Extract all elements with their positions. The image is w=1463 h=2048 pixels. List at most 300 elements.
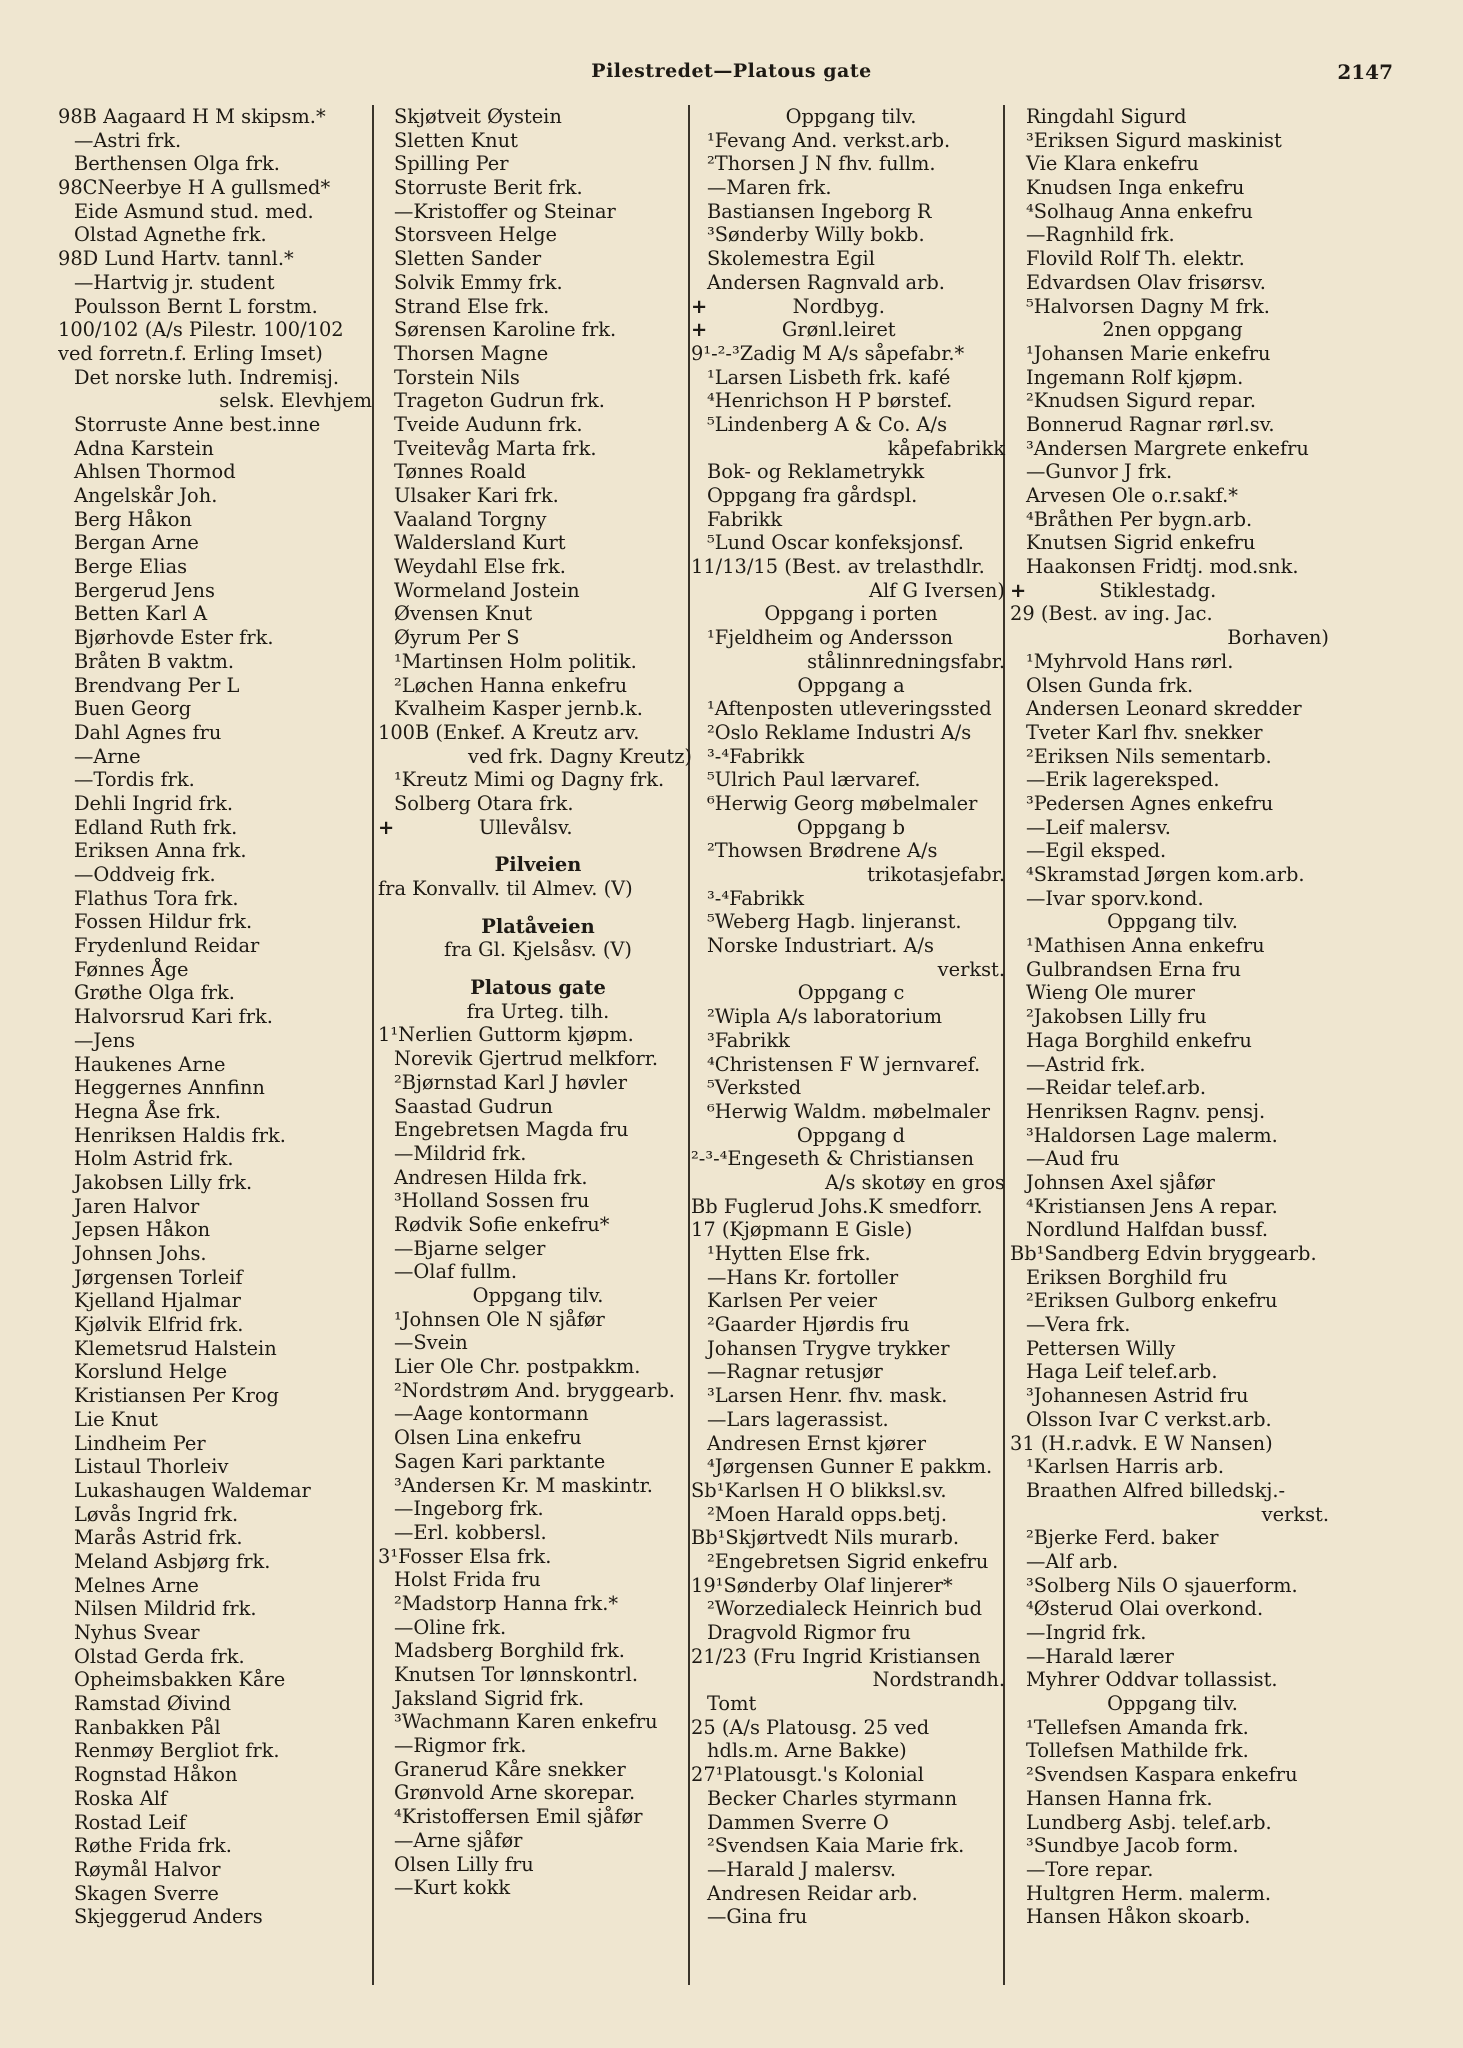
directory-entry: Wormeland Jostein <box>394 578 580 602</box>
directory-entry: Tveitevåg Marta frk. <box>394 436 597 460</box>
directory-entry: Haga Borghild enkefru <box>1026 1028 1252 1052</box>
directory-entry: Lukashaugen Waldemar <box>74 1478 311 1502</box>
directory-entry: Dehli Ingrid frk. <box>74 791 234 815</box>
directory-entry: Alf G Iversen) <box>868 578 1005 602</box>
directory-entry: ³Eriksen Sigurd maskinist <box>1026 128 1282 152</box>
directory-entry: Tveide Audunn frk. <box>394 412 583 436</box>
directory-entry: Fabrikk <box>707 507 783 531</box>
directory-entry: Johnsen Axel sjåfør <box>1026 1170 1215 1194</box>
page-title: Pilestredet—Platous gate <box>591 60 872 82</box>
directory-entry: Listaul Thorleiv <box>74 1455 229 1479</box>
directory-entry: ⁴Skramstad Jørgen kom.arb. <box>1026 863 1305 886</box>
directory-entry: Oppgang tilv. <box>1107 1692 1238 1716</box>
street-heading: Pilveien <box>494 853 582 877</box>
directory-entry: Halvorsrud Kari frk. <box>74 1005 273 1029</box>
directory-entry: Sb¹Karlsen H O blikksl.sv. <box>691 1478 947 1502</box>
directory-entry: 100B (Enkef. A Kreutz arv. <box>378 720 640 744</box>
directory-entry: Lindheim Per <box>74 1431 206 1455</box>
directory-entry: Opheimsbakken Kåre <box>74 1668 286 1692</box>
directory-column-2 <box>378 105 698 1900</box>
section-gap <box>378 839 698 853</box>
cross-icon: + <box>691 318 708 342</box>
page-number: 2147 <box>1337 60 1393 84</box>
directory-entry: Oppgang tilv. <box>472 1284 604 1307</box>
directory-entry: Heggernes Annfinn <box>74 1076 265 1100</box>
street-heading: Platous gate <box>470 976 606 1000</box>
directory-entry: selsk. Elevhjem <box>219 389 372 413</box>
directory-entry: ²Engebretsen Sigrid enkefru <box>707 1549 989 1573</box>
directory-entry: Saastad Gudrun <box>394 1094 553 1118</box>
directory-entry: Jaksland Sigrid frk. <box>394 1686 585 1710</box>
directory-entry: Eriksen Anna frk. <box>74 839 247 863</box>
directory-entry: Arvesen Ole o.r.sakf.* <box>1026 484 1238 507</box>
directory-entry: —Aage kontormann <box>394 1402 589 1426</box>
directory-entry: Buen Georg <box>74 697 192 721</box>
directory-entry: Braathen Alfred billedskj.- <box>1026 1478 1286 1502</box>
directory-entry: 2nen oppgang <box>1102 318 1243 342</box>
directory-entry: Dahl Agnes fru <box>74 720 222 744</box>
directory-entry: ³Andersen Margrete enkefru <box>1026 436 1309 460</box>
directory-entry: Oppgang c <box>797 981 905 1005</box>
directory-entry: —Ragnar retusjør <box>707 1360 883 1384</box>
directory-entry: —Erik lagereksped. <box>1026 768 1220 792</box>
directory-entry: ³-⁴Fabrikk <box>707 886 805 910</box>
directory-entry: Haakonsen Fridtj. mod.snk. <box>1026 555 1299 579</box>
directory-entry: Angelskår Joh. <box>74 484 218 507</box>
directory-entry: Bastiansen Ingeborg R <box>707 199 932 223</box>
directory-entry: ²-³-⁴Engeseth & Christiansen <box>691 1147 974 1171</box>
directory-entry: ²Bjerke Ferd. baker <box>1026 1526 1219 1550</box>
directory-entry: —Egil eksped. <box>1026 839 1167 863</box>
directory-entry: Haukenes Arne <box>74 1052 226 1076</box>
directory-entry: Det norske luth. Indremisj. <box>74 365 340 389</box>
directory-entry: Øvensen Knut <box>394 602 533 626</box>
cross-street-marker <box>691 295 1011 319</box>
directory-entry: Jepsen Håkon <box>74 1218 211 1242</box>
directory-entry: Jaren Halvor <box>74 1194 200 1218</box>
directory-entry: Olsen Lina enkefru <box>394 1426 582 1450</box>
directory-entry: ¹Johnsen Ole N sjåfør <box>394 1307 605 1331</box>
directory-entry: Marås Astrid frk. <box>74 1526 243 1550</box>
directory-entry: ⁴Kristoffersen Emil sjåfør <box>394 1805 643 1829</box>
directory-entry: Solvik Emmy frk. <box>394 270 563 294</box>
directory-entry: —Astrid frk. <box>1026 1052 1146 1076</box>
directory-entry: Fønnes Åge <box>74 957 189 981</box>
directory-entry: Bråten B vaktm. <box>74 649 235 673</box>
directory-entry: Brendvang Per L <box>74 673 240 697</box>
cross-street-marker <box>691 318 1011 342</box>
directory-entry: Johansen Trygve trykker <box>707 1336 950 1360</box>
directory-entry: ¹Fevang And. verkst.arb. <box>707 128 951 152</box>
directory-entry: Dammen Sverre O <box>707 1810 889 1834</box>
directory-entry: Strand Else frk. <box>394 294 550 318</box>
directory-entry: ¹Myhrvold Hans rørl. <box>1026 649 1234 673</box>
directory-entry: Lie Knut <box>74 1407 158 1431</box>
directory-entry: Betten Karl A <box>74 602 208 626</box>
directory-entry: Flathus Tora frk. <box>74 886 239 910</box>
directory-entry: —Oddveig frk. <box>74 863 216 886</box>
section-gap <box>378 901 698 915</box>
cross-street-marker <box>1010 579 1335 603</box>
directory-entry: —Harald lærer <box>1026 1644 1174 1668</box>
street-heading: Platåveien <box>481 914 595 938</box>
directory-entry: —Leif malersv. <box>1026 815 1171 839</box>
directory-entry: 17 (Kjøpmann E Gisle) <box>691 1218 913 1242</box>
directory-entry: Meland Asbjørg frk. <box>74 1549 271 1573</box>
directory-entry: Røthe Frida frk. <box>74 1834 232 1858</box>
directory-entry: ⁴Henrichson H P børstef. <box>707 389 953 413</box>
directory-entry: Skagen Sverre <box>74 1881 219 1905</box>
directory-entry: ⁵Lindenberg A & Co. A/s <box>707 412 948 436</box>
directory-entry: Løvås Ingrid frk. <box>74 1502 239 1526</box>
directory-entry: —Lars lagerassist. <box>707 1407 889 1431</box>
directory-entry: —Erl. kobbersl. <box>394 1520 547 1544</box>
directory-entry: Kristiansen Per Krog <box>74 1384 279 1408</box>
directory-entry: 31 (H.r.advk. E W Nansen) <box>1010 1431 1273 1455</box>
directory-entry: —Maren frk. <box>707 176 832 200</box>
directory-entry: Fossen Hildur frk. <box>74 910 253 934</box>
directory-entry: Andersen Leonard skredder <box>1026 697 1302 721</box>
directory-entry: Sørensen Karoline frk. <box>394 318 617 342</box>
directory-entry: Sagen Kari parktante <box>394 1449 606 1473</box>
cross-icon: + <box>378 815 395 839</box>
directory-column-1 <box>58 105 378 1929</box>
directory-entry: Andresen Hilda frk. <box>394 1165 588 1189</box>
directory-entry: 29 (Best. av ing. Jac. <box>1010 602 1213 626</box>
directory-entry: —Svein <box>394 1331 468 1355</box>
directory-entry: ¹Tellefsen Amanda frk. <box>1026 1715 1249 1739</box>
directory-entry: Kjølvik Elfrid frk. <box>74 1313 244 1337</box>
directory-entry: ³Sønderby Willy bokb. <box>707 223 925 247</box>
directory-entry: Hegna Åse frk. <box>74 1099 221 1123</box>
directory-entry: Torstein Nils <box>394 365 520 389</box>
directory-entry: ²Knudsen Sigurd repar. <box>1026 389 1256 413</box>
directory-entry: Gulbrandsen Erna fru <box>1026 957 1241 981</box>
directory-entry: 100/102 (A/s Pilestr. 100/102 <box>58 318 344 342</box>
directory-entry: Rødvik Sofie enkefru* <box>394 1212 610 1236</box>
directory-entry: ¹Mathisen Anna enkefru <box>1026 934 1265 958</box>
directory-entry: —Kristoffer og Steinar <box>394 199 616 223</box>
directory-entry: Tollefsen Mathilde frk. <box>1026 1739 1249 1763</box>
directory-entry: —Jens <box>74 1028 136 1052</box>
directory-entry: 19¹Sønderby Olaf linjerer* <box>691 1573 953 1597</box>
directory-entry: stålinnredningsfabr. <box>807 649 1005 673</box>
directory-entry: Adna Karstein <box>74 436 214 460</box>
directory-entry: —Oline frk. <box>394 1615 507 1639</box>
directory-entry: Knutsen Tor lønnskontrl. <box>394 1663 639 1686</box>
directory-entry: Bok- og Reklametrykk <box>707 460 925 484</box>
directory-entry: ved frk. Dagny Kreutz) <box>468 744 692 768</box>
directory-entry: Tomt <box>707 1692 757 1716</box>
directory-entry: ⁴Bråthen Per bygn.arb. <box>1026 507 1253 531</box>
directory-entry: —Astri frk. <box>74 128 182 152</box>
directory-entry: Ranbakken Pål <box>74 1715 221 1739</box>
cross-street-name: Grønl.leiret <box>781 318 896 342</box>
directory-entry: ³Sundbye Jacob form. <box>1026 1834 1239 1858</box>
directory-entry: ³Haldorsen Lage malerm. <box>1026 1123 1278 1147</box>
directory-entry: Bb¹Skjørtvedt Nils murarb. <box>691 1526 960 1550</box>
directory-entry: Lundberg Asbj. telef.arb. <box>1026 1810 1272 1834</box>
directory-entry: Grønvold Arne skorepar. <box>394 1781 636 1805</box>
directory-entry: —Hans Kr. fortoller <box>707 1265 899 1289</box>
directory-entry: Kjelland Hjalmar <box>74 1289 241 1313</box>
directory-entry: —Harald J malersv. <box>707 1857 897 1881</box>
directory-entry: Skolemestra Egil <box>707 247 875 271</box>
directory-entry: Storruste Anne best.inne <box>74 412 321 436</box>
directory-entry: ¹Larsen Lisbeth frk. kafé <box>707 365 951 389</box>
directory-entry: Ahlsen Thormod <box>74 460 236 484</box>
directory-entry: Hansen Håkon skoarb. <box>1026 1905 1251 1929</box>
directory-entry: —Tore repar. <box>1026 1857 1154 1881</box>
directory-entry: Norevik Gjertrud melkforr. <box>394 1047 659 1071</box>
directory-entry: ⁴Christensen F W jernvaref. <box>707 1052 981 1076</box>
directory-entry: —Olaf fullm. <box>394 1260 518 1284</box>
directory-entry: Weydahl Else frk. <box>394 555 566 579</box>
directory-entry: Poulsson Bernt L forstm. <box>74 294 318 318</box>
directory-entry: A/s skotøy en gros <box>824 1170 1005 1194</box>
directory-entry: ²Svendsen Kaspara enkefru <box>1026 1763 1298 1787</box>
directory-entry: ³Fabrikk <box>707 1028 790 1052</box>
directory-entry: —Aud fru <box>1026 1147 1120 1171</box>
directory-entry: —Arne sjåfør <box>394 1828 523 1852</box>
directory-entry: —Reidar telef.arb. <box>1026 1076 1207 1100</box>
directory-entry: Skjeggerud Anders <box>74 1905 263 1929</box>
directory-entry: —Ingrid frk. <box>1026 1621 1147 1644</box>
directory-entry: ²Moen Harald opps.betj. <box>707 1502 947 1526</box>
directory-entry: 25 (A/s Platousg. 25 ved <box>691 1715 930 1739</box>
directory-entry: ²Madstorp Hanna frk.* <box>394 1591 619 1615</box>
directory-entry: —Alf arb. <box>1026 1549 1119 1573</box>
directory-entry: ⁵Verksted <box>707 1076 802 1100</box>
directory-entry: Frydenlund Reidar <box>74 934 260 958</box>
directory-entry: Storsveen Helge <box>394 223 558 247</box>
directory-entry: Edland Ruth frk. <box>74 815 238 839</box>
directory-entry: Sletten Sander <box>394 247 542 271</box>
directory-entry: Skjøtveit Øystein <box>394 105 562 128</box>
directory-entry: ⁴Kristiansen Jens A repar. <box>1026 1194 1278 1218</box>
directory-entry: verkst. <box>937 957 1005 981</box>
directory-entry: Dragvold Rigmor fru <box>707 1621 911 1644</box>
directory-entry: ¹Fjeldheim og Andersson <box>707 626 954 650</box>
directory-entry: ²Thowsen Brødrene A/s <box>707 839 938 863</box>
directory-entry: fra Urteg. tilh. <box>466 999 610 1023</box>
directory-entry: Holst Frida fru <box>394 1568 541 1592</box>
directory-entry: Flovild Rolf Th. elektr. <box>1026 247 1245 271</box>
directory-entry: ⁴Østerud Olai overkond. <box>1026 1597 1264 1621</box>
directory-entry: Oppgang tilv. <box>785 105 917 128</box>
directory-entry: ¹Karlsen Harris arb. <box>1026 1455 1225 1479</box>
directory-entry: Olsson Ivar C verkst.arb. <box>1026 1407 1272 1431</box>
directory-entry: ⁵Halvorsen Dagny M frk. <box>1026 294 1270 318</box>
directory-entry: ²Jakobsen Lilly fru <box>1026 1005 1207 1029</box>
directory-entry: —Arne <box>74 744 141 768</box>
directory-entry: Øyrum Per S <box>394 626 520 650</box>
directory-entry: Vaaland Torgny <box>394 507 547 531</box>
directory-entry: Bergerud Jens <box>74 578 215 602</box>
directory-entry: ²Svendsen Kaia Marie frk. <box>707 1834 965 1858</box>
directory-entry: Norske Industriart. A/s <box>707 934 934 958</box>
directory-entry: Madsberg Borghild frk. <box>394 1639 625 1663</box>
directory-entry: Oppgang fra gårdspl. <box>707 484 918 507</box>
directory-entry: Solberg Otara frk. <box>394 791 574 815</box>
directory-entry: Bb¹Sandberg Edvin bryggearb. <box>1010 1242 1317 1265</box>
directory-entry: Nilsen Mildrid frk. <box>74 1597 257 1621</box>
directory-entry: Bjørhovde Ester frk. <box>74 626 274 650</box>
directory-entry: ²Nordstrøm And. bryggearb. <box>394 1378 675 1402</box>
cross-street-name: Nordbyg. <box>792 294 885 318</box>
directory-entry: ²Oslo Reklame Industri A/s <box>707 720 972 744</box>
directory-entry: Eriksen Borghild fru <box>1026 1265 1228 1289</box>
directory-entry: Granerud Kåre snekker <box>394 1757 626 1781</box>
directory-entry: Olsen Gunda frk. <box>1026 673 1194 697</box>
directory-entry: Bergan Arne <box>74 531 199 555</box>
directory-entry: Ulsaker Kari frk. <box>394 484 559 507</box>
directory-entry: Jørgensen Torleif <box>74 1265 243 1289</box>
directory-entry: Karlsen Per veier <box>707 1289 878 1313</box>
directory-entry: —Rigmor frk. <box>394 1734 527 1758</box>
directory-entry: 98D Lund Hartv. tannl.* <box>58 247 294 271</box>
directory-entry: —Hartvig jr. student <box>74 270 275 294</box>
directory-entry: Oppgang b <box>796 815 906 839</box>
directory-entry: 9¹-²-³Zadig M A/s såpefabr.* <box>691 341 965 365</box>
directory-entry: 1¹Nerlien Guttorm kjøpm. <box>378 1023 634 1047</box>
directory-entry: —Vera frk. <box>1026 1313 1131 1337</box>
cross-street-name: Ullevålsv. <box>478 815 573 839</box>
directory-entry: Henriksen Ragnv. pensj. <box>1026 1099 1266 1123</box>
directory-entry: ⁴Solhaug Anna enkefru <box>1026 199 1253 223</box>
directory-entry: —Kurt kokk <box>394 1876 511 1900</box>
directory-entry: ²Wipla A/s laboratorium <box>707 1005 943 1029</box>
directory-entry: Melnes Arne <box>74 1573 199 1597</box>
directory-entry: ³Andersen Kr. M maskintr. <box>394 1473 653 1497</box>
directory-entry: Renmøy Bergliot frk. <box>74 1739 280 1763</box>
directory-entry: ²Worzedialeck Heinrich bud <box>707 1597 983 1621</box>
directory-entry: Holm Astrid frk. <box>74 1147 234 1171</box>
directory-entry: —Ragnhild frk. <box>1026 223 1175 247</box>
directory-entry: ⁵Lund Oscar konfeksjonsf. <box>707 531 964 555</box>
directory-entry: Andresen Reidar arb. <box>707 1881 918 1905</box>
directory-entry: kåpefabrikk <box>887 436 1005 460</box>
directory-entry: 98CNeerbye H A gullsmed* <box>58 176 331 200</box>
directory-entry: 21/23 (Fru Ingrid Kristiansen <box>691 1644 981 1668</box>
directory-entry: Ringdahl Sigurd <box>1026 105 1187 128</box>
directory-entry: Myhrer Oddvar tollassist. <box>1026 1668 1278 1692</box>
directory-entry: Klemetsrud Halstein <box>74 1336 277 1360</box>
directory-entry: Kvalheim Kasper jernb.k. <box>394 697 643 721</box>
directory-entry: Grøthe Olga frk. <box>74 981 235 1005</box>
directory-entry: Ingemann Rolf kjøpm. <box>1026 365 1244 389</box>
directory-entry: Olstad Gerda frk. <box>74 1644 245 1668</box>
directory-entry: Berg Håkon <box>74 507 192 531</box>
directory-entry: Becker Charles styrmann <box>707 1786 958 1810</box>
directory-entry: Eide Asmund stud. med. <box>74 199 314 223</box>
directory-entry: Nyhus Svear <box>74 1621 200 1644</box>
directory-entry: ³Holland Sossen fru <box>394 1189 590 1213</box>
directory-entry: Tønnes Roald <box>394 460 527 484</box>
directory-entry: Trageton Gudrun frk. <box>394 389 605 413</box>
directory-entry: 98B Aagaard H M skipsm.* <box>58 105 326 128</box>
directory-entry: fra Gl. Kjelsåsv. (V) <box>444 938 632 962</box>
directory-entry: Roska Alf <box>74 1786 168 1810</box>
directory-entry: fra Konvallv. til Almev. (V) <box>378 877 633 900</box>
directory-entry: Nordstrandh. <box>872 1668 1005 1692</box>
directory-entry: ²Løchen Hanna enkefru <box>394 673 628 697</box>
directory-entry: Tveter Karl fhv. snekker <box>1026 720 1263 744</box>
directory-entry: ¹Hytten Else frk. <box>707 1242 871 1265</box>
directory-entry: —Gina fru <box>707 1905 808 1929</box>
directory-entry: Borhaven) <box>1227 626 1329 650</box>
directory-entry: Olsen Lilly fru <box>394 1852 534 1876</box>
directory-entry: Jakobsen Lilly frk. <box>74 1170 253 1194</box>
directory-entry: ³-⁴Fabrikk <box>707 744 805 768</box>
directory-entry: Andersen Ragnvald arb. <box>707 270 945 294</box>
directory-entry: Berge Elias <box>74 555 188 579</box>
directory-entry: Rostad Leif <box>74 1810 186 1834</box>
cross-icon: + <box>691 294 708 318</box>
directory-entry: Spilling Per <box>394 152 509 176</box>
directory-entry: Andresen Ernst kjører <box>707 1431 926 1455</box>
directory-entry: hdls.m. Arne Bakke) <box>707 1739 907 1763</box>
directory-entry: ²Thorsen J N fhv. fullm. <box>707 152 936 176</box>
directory-entry: ved forretn.f. Erling Imset) <box>58 341 323 365</box>
section-gap <box>378 962 698 976</box>
directory-entry: Henriksen Haldis frk. <box>74 1123 286 1147</box>
directory-entry: ³Johannesen Astrid fru <box>1026 1384 1249 1408</box>
directory-column-4 <box>1010 105 1335 1929</box>
directory-entry: Oppgang d <box>796 1123 906 1147</box>
directory-entry: ¹Kreutz Mimi og Dagny frk. <box>394 768 665 792</box>
directory-entry: Rognstad Håkon <box>74 1763 238 1787</box>
directory-entry: Bonnerud Ragnar rørl.sv. <box>1026 412 1275 436</box>
directory-entry: Oppgang tilv. <box>1107 910 1238 934</box>
directory-entry: Sletten Knut <box>394 128 518 152</box>
directory-entry: ³Solberg Nils O sjauerform. <box>1026 1573 1298 1597</box>
directory-entry: ⁶Herwig Waldm. møbelmaler <box>707 1099 990 1123</box>
directory-entry: ²Eriksen Gulborg enkefru <box>1026 1289 1278 1313</box>
directory-entry: ¹Johansen Marie enkefru <box>1026 341 1271 365</box>
directory-entry: Knudsen Inga enkefru <box>1026 176 1245 200</box>
directory-entry: —Bjarne selger <box>394 1236 546 1260</box>
cross-street-marker <box>378 816 698 840</box>
directory-entry: ⁵Weberg Hagb. linjeranst. <box>707 910 962 934</box>
directory-entry: ³Wachmann Karen enkefru <box>394 1710 658 1734</box>
directory-entry: Ramstad Øivind <box>74 1692 232 1716</box>
directory-entry: Røymål Halvor <box>74 1857 221 1881</box>
directory-entry: Knutsen Sigrid enkefru <box>1026 531 1256 555</box>
directory-entry: ¹Aftenposten utleveringssted <box>707 697 992 721</box>
directory-entry: Lier Ole Chr. postpakkm. <box>394 1355 641 1379</box>
directory-entry: —Ivar sporv.kond. <box>1026 886 1204 910</box>
directory-entry: Wieng Ole murer <box>1026 981 1195 1005</box>
directory-entry: —Mildrid frk. <box>394 1141 527 1165</box>
directory-entry: ⁴Jørgensen Gunner E pakkm. <box>707 1455 993 1479</box>
directory-entry: —Ingeborg frk. <box>394 1497 544 1521</box>
directory-entry: Thorsen Magne <box>394 341 549 365</box>
directory-entry: 11/13/15 (Best. av trelasthdlr. <box>691 555 985 579</box>
directory-entry: Nordlund Halfdan bussf. <box>1026 1218 1269 1242</box>
directory-entry: verkst. <box>1261 1502 1329 1526</box>
directory-entry: Berthensen Olga frk. <box>74 152 280 176</box>
directory-entry: Korslund Helge <box>74 1360 228 1384</box>
directory-entry: ²Bjørnstad Karl J høvler <box>394 1070 628 1094</box>
directory-entry: Hansen Hanna frk. <box>1026 1786 1213 1810</box>
directory-entry: ⁵Ulrich Paul lærvaref. <box>707 768 921 792</box>
directory-entry: 3¹Fosser Elsa frk. <box>378 1544 552 1568</box>
cross-icon: + <box>1010 578 1027 602</box>
directory-entry: ²Gaarder Hjørdis fru <box>707 1313 910 1337</box>
directory-entry: Olstad Agnethe frk. <box>74 223 267 247</box>
directory-entry: Pettersen Willy <box>1026 1336 1176 1360</box>
